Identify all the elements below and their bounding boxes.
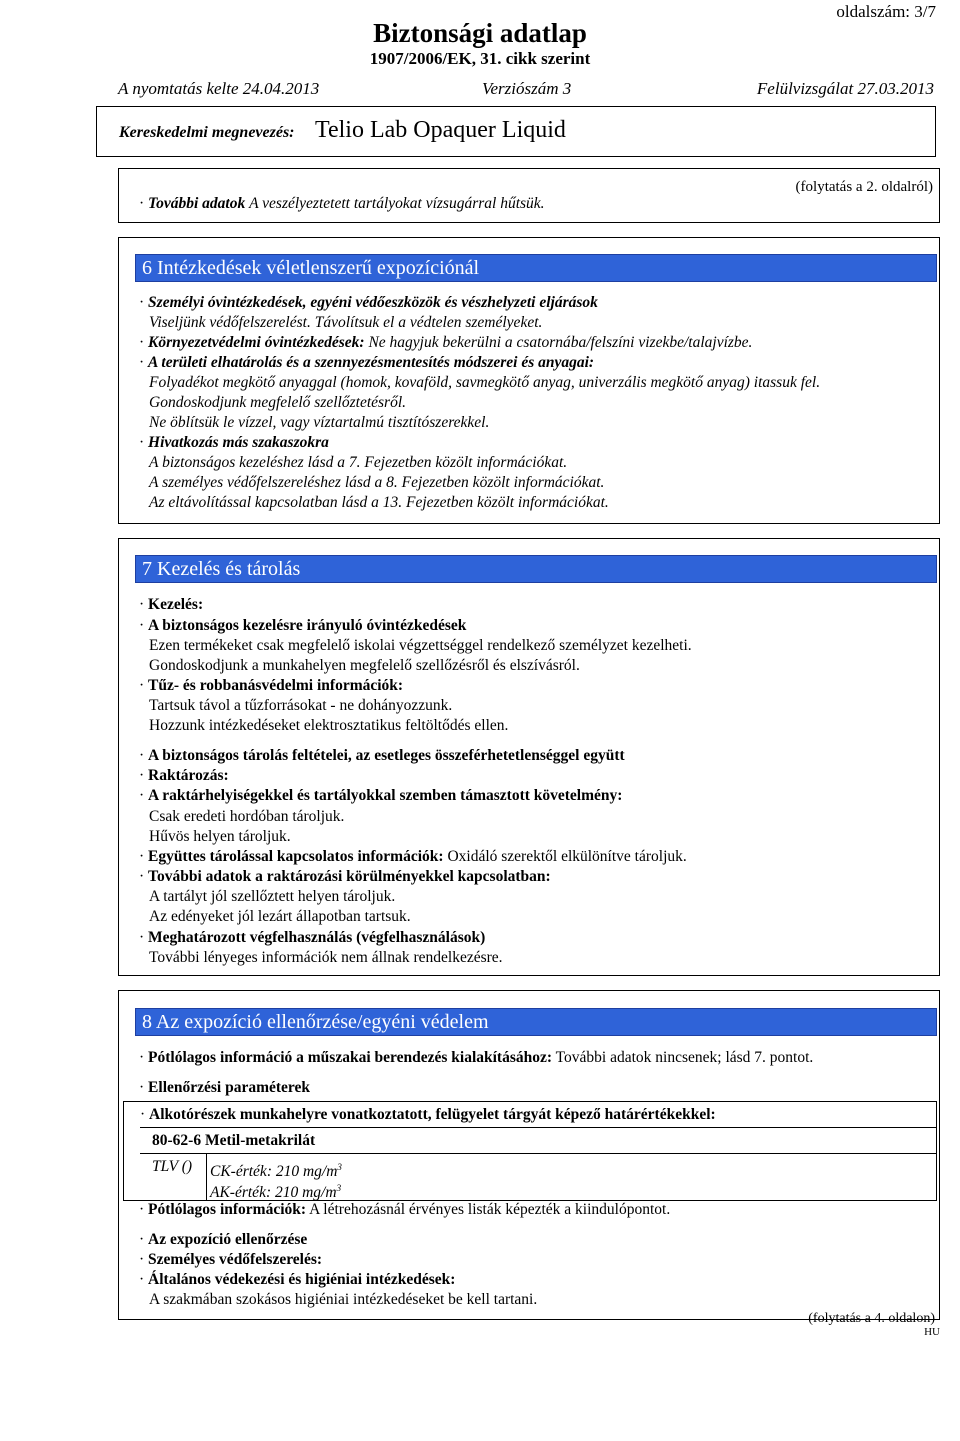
hygiene-label: · Általános védekezési és higiéniai intézkedések:: [139, 1270, 455, 1290]
section-6: [118, 237, 940, 524]
document-title: Biztonsági adatlap: [373, 18, 587, 48]
entry-label: · További adatok a raktározási körülményekkel kapcsolatban:: [139, 868, 551, 885]
entry-text-line: [149, 887, 395, 907]
entry-line: [139, 433, 329, 453]
entry-label: · Személyi óvintézkedések, egyéni védőeszközök és vészhelyzeti eljárások: [139, 294, 598, 311]
entry-label: · A biztonságos kezelésre irányuló óvintézkedések: [139, 617, 466, 634]
entry-text-line: [149, 493, 609, 513]
entry-label: · Raktározás:: [139, 767, 229, 784]
entry-label: · Meghatározott végfelhasználás (végfelhasználások): [139, 929, 485, 946]
entry-text: További lényeges információk nem állnak rendelkezésre.: [149, 949, 503, 966]
technical-info-line: [139, 1048, 813, 1068]
entry-text: Oxidáló szerektől elkülönítve tároljuk.: [447, 848, 687, 865]
ak-unit-superscript: 3: [336, 1183, 342, 1193]
entry-text-line: [149, 907, 411, 927]
continued-to: (folytatás a 4. oldalon): [808, 1311, 935, 1326]
section-7: [118, 538, 940, 976]
print-date: A nyomtatás kelte 24.04.2013: [118, 79, 320, 98]
exposure-control-label: · Az expozíció ellenőrzése: [139, 1230, 307, 1250]
entry-text: A személyes védőfelszereléshez lásd a 8. Fejezetben közölt információkat.: [149, 474, 605, 491]
section-6-title: 6 Intézkedések véletlenszerű expozíciónál: [135, 254, 937, 282]
entry-text-line: [149, 807, 344, 827]
entry-line: [139, 353, 594, 373]
entry-text: Ne hagyjuk bekerülni a csatornába/felszíni vizekbe/talajvízbe.: [368, 334, 753, 351]
substance-divider: [140, 1153, 936, 1154]
technical-info-label: · Pótlólagos információ a műszakai berendezés kialakításához:: [139, 1049, 552, 1066]
entry-text: Csak eredeti hordóban tároljuk.: [149, 808, 345, 825]
entry-text-line: [149, 393, 406, 413]
trade-name-label: Kereskedelmi megnevezés:: [119, 124, 295, 141]
entry-text: Ne öblítsük le vízzel, vagy víztartalmú tisztítószerekkel.: [149, 414, 490, 431]
ppe-label: · Személyes védőfelszerelés:: [139, 1250, 322, 1270]
limits-label: · Alkotórészek munkahelyre vonatkoztatott, felügyelet tárgyát képező határértékekkel:: [140, 1105, 716, 1125]
entry-label: · A területi elhatárolás és a szennyezésmentesítés módszerei és anyagai:: [139, 354, 594, 371]
entry-line: [139, 676, 403, 696]
control-params-label: · Ellenőrzési paraméterek: [139, 1078, 310, 1098]
trade-name-box: [96, 106, 936, 157]
entry-text-line: [149, 656, 580, 676]
entry-text: Ezen termékeket csak megfelelő iskolai végzettséggel rendelkező személyzet kezelheti.: [149, 637, 692, 654]
entry-text: Tartsuk távol a tűzforrásokat - ne dohányozzunk.: [149, 697, 453, 714]
version-number: Verziószám 3: [482, 79, 572, 98]
ck-value-text: CK-érték: 210 mg/m: [210, 1163, 338, 1181]
further-info-line: [139, 194, 545, 214]
entry-label: · Hivatkozás más szakaszokra: [139, 434, 329, 451]
entry-text-line: [149, 948, 503, 968]
entry-text-line: [149, 413, 489, 433]
ak-value-text: AK-érték: 210 mg/m: [210, 1184, 337, 1202]
further-info-label: · További adatok: [139, 195, 245, 212]
technical-info-text: További adatok nincsenek; lásd 7. pontot.: [555, 1049, 814, 1066]
extra-info-label: · Pótlólagos információk:: [139, 1201, 306, 1218]
entry-label: · Együttes tárolással kapcsolatos információk:: [139, 848, 444, 865]
entry-text-line: [149, 313, 542, 333]
continued-box: [118, 168, 940, 223]
entry-text-line: [149, 636, 692, 656]
entry-text: A biztonságos kezeléshez lásd a 7. Fejezetben közölt információkat.: [149, 454, 568, 471]
entry-line: [139, 616, 466, 636]
section-8-title: 8 Az expozíció ellenőrzése/egyéni védelem: [135, 1008, 937, 1036]
further-info-text: A veszélyeztetett tartályokat vízsugárral hűtsük.: [249, 195, 545, 212]
ck-unit-superscript: 3: [337, 1162, 342, 1172]
entry-text: Az eltávolítással kapcsolatban lásd a 13. Fejezetben közölt információkat.: [149, 494, 609, 511]
extra-info-line: [139, 1200, 670, 1220]
document-subtitle: 1907/2006/EK, 31. cikk szerint: [369, 49, 591, 68]
entry-line: [139, 746, 625, 766]
extra-info-text: A létrehozásnál érvényes listák képezték a kiindulópontot.: [309, 1201, 671, 1218]
entry-label: · Tűz- és robbanásvédelmi információk:: [139, 677, 403, 694]
entry-text: Hűvös helyen tároljuk.: [149, 828, 291, 845]
entry-text: Viseljünk védőfelszerelést. Távolítsuk el a védtelen személyeket.: [149, 314, 543, 331]
entry-text: Folyadékot megkötő anyaggal (homok, kovaföld, savmegkötő anyag, univerzális megkötő anyag) itassuk fel.: [149, 374, 821, 391]
hygiene-text: A szakmában szokásos higiéniai intézkedéseket be kell tartani.: [149, 1291, 538, 1308]
entry-line: [139, 333, 752, 353]
tlv-divider: [206, 1154, 207, 1200]
entry-line: [139, 867, 551, 887]
language-code: HU: [924, 1326, 940, 1338]
entry-label: · Kezelés:: [139, 596, 203, 613]
entry-line: [139, 847, 687, 867]
entry-text: Gondoskodjunk megfelelő szellőztetésről.: [149, 394, 406, 411]
entry-text-line: [149, 696, 452, 716]
entry-text: Az edényeket jól lezárt állapotban tartsuk.: [149, 908, 411, 925]
entry-text-line: [149, 453, 567, 473]
section-8: [118, 990, 940, 1326]
entry-label: · Környezetvédelmi óvintézkedések:: [139, 334, 365, 351]
tlv-label: TLV (): [152, 1158, 193, 1175]
section-7-title: 7 Kezelés és tárolás: [135, 555, 937, 583]
limits-box: [123, 1101, 937, 1201]
entry-text: A tartályt jól szellőztett helyen tároljuk.: [149, 888, 396, 905]
entry-text-line: [149, 373, 820, 393]
entry-text: Hozzunk intézkedéseket elektrosztatikus feltöltődés ellen.: [149, 717, 509, 734]
revision-date: Felülvizsgálat 27.03.2013: [756, 79, 934, 98]
entry-label: · A biztonságos tárolás feltételei, az esetleges összeférhetetlenséggel együtt: [139, 747, 625, 764]
entry-line: [139, 293, 598, 313]
entry-text-line: [149, 716, 508, 736]
entry-line: [139, 766, 229, 786]
page-number: oldalszám: 3/7: [836, 2, 936, 21]
entry-text: Gondoskodjunk a munkahelyen megfelelő szellőzésről és elszívásról.: [149, 657, 580, 674]
entry-line: [139, 786, 622, 806]
substance-name: 80-62-6 Metil-metakrilát: [152, 1132, 316, 1149]
document-info-row: [118, 79, 934, 101]
entry-label: · A raktárhelyiségekkel és tartályokkal szemben támasztott követelmény:: [139, 787, 622, 804]
entry-line: [139, 928, 485, 948]
continued-from: (folytatás a 2. oldalról): [795, 179, 933, 195]
limits-divider: [140, 1127, 936, 1128]
entry-text-line: [149, 473, 604, 493]
entry-text-line: [149, 827, 291, 847]
entry-line: [139, 595, 203, 615]
trade-name: Telio Lab Opaquer Liquid: [315, 117, 566, 143]
